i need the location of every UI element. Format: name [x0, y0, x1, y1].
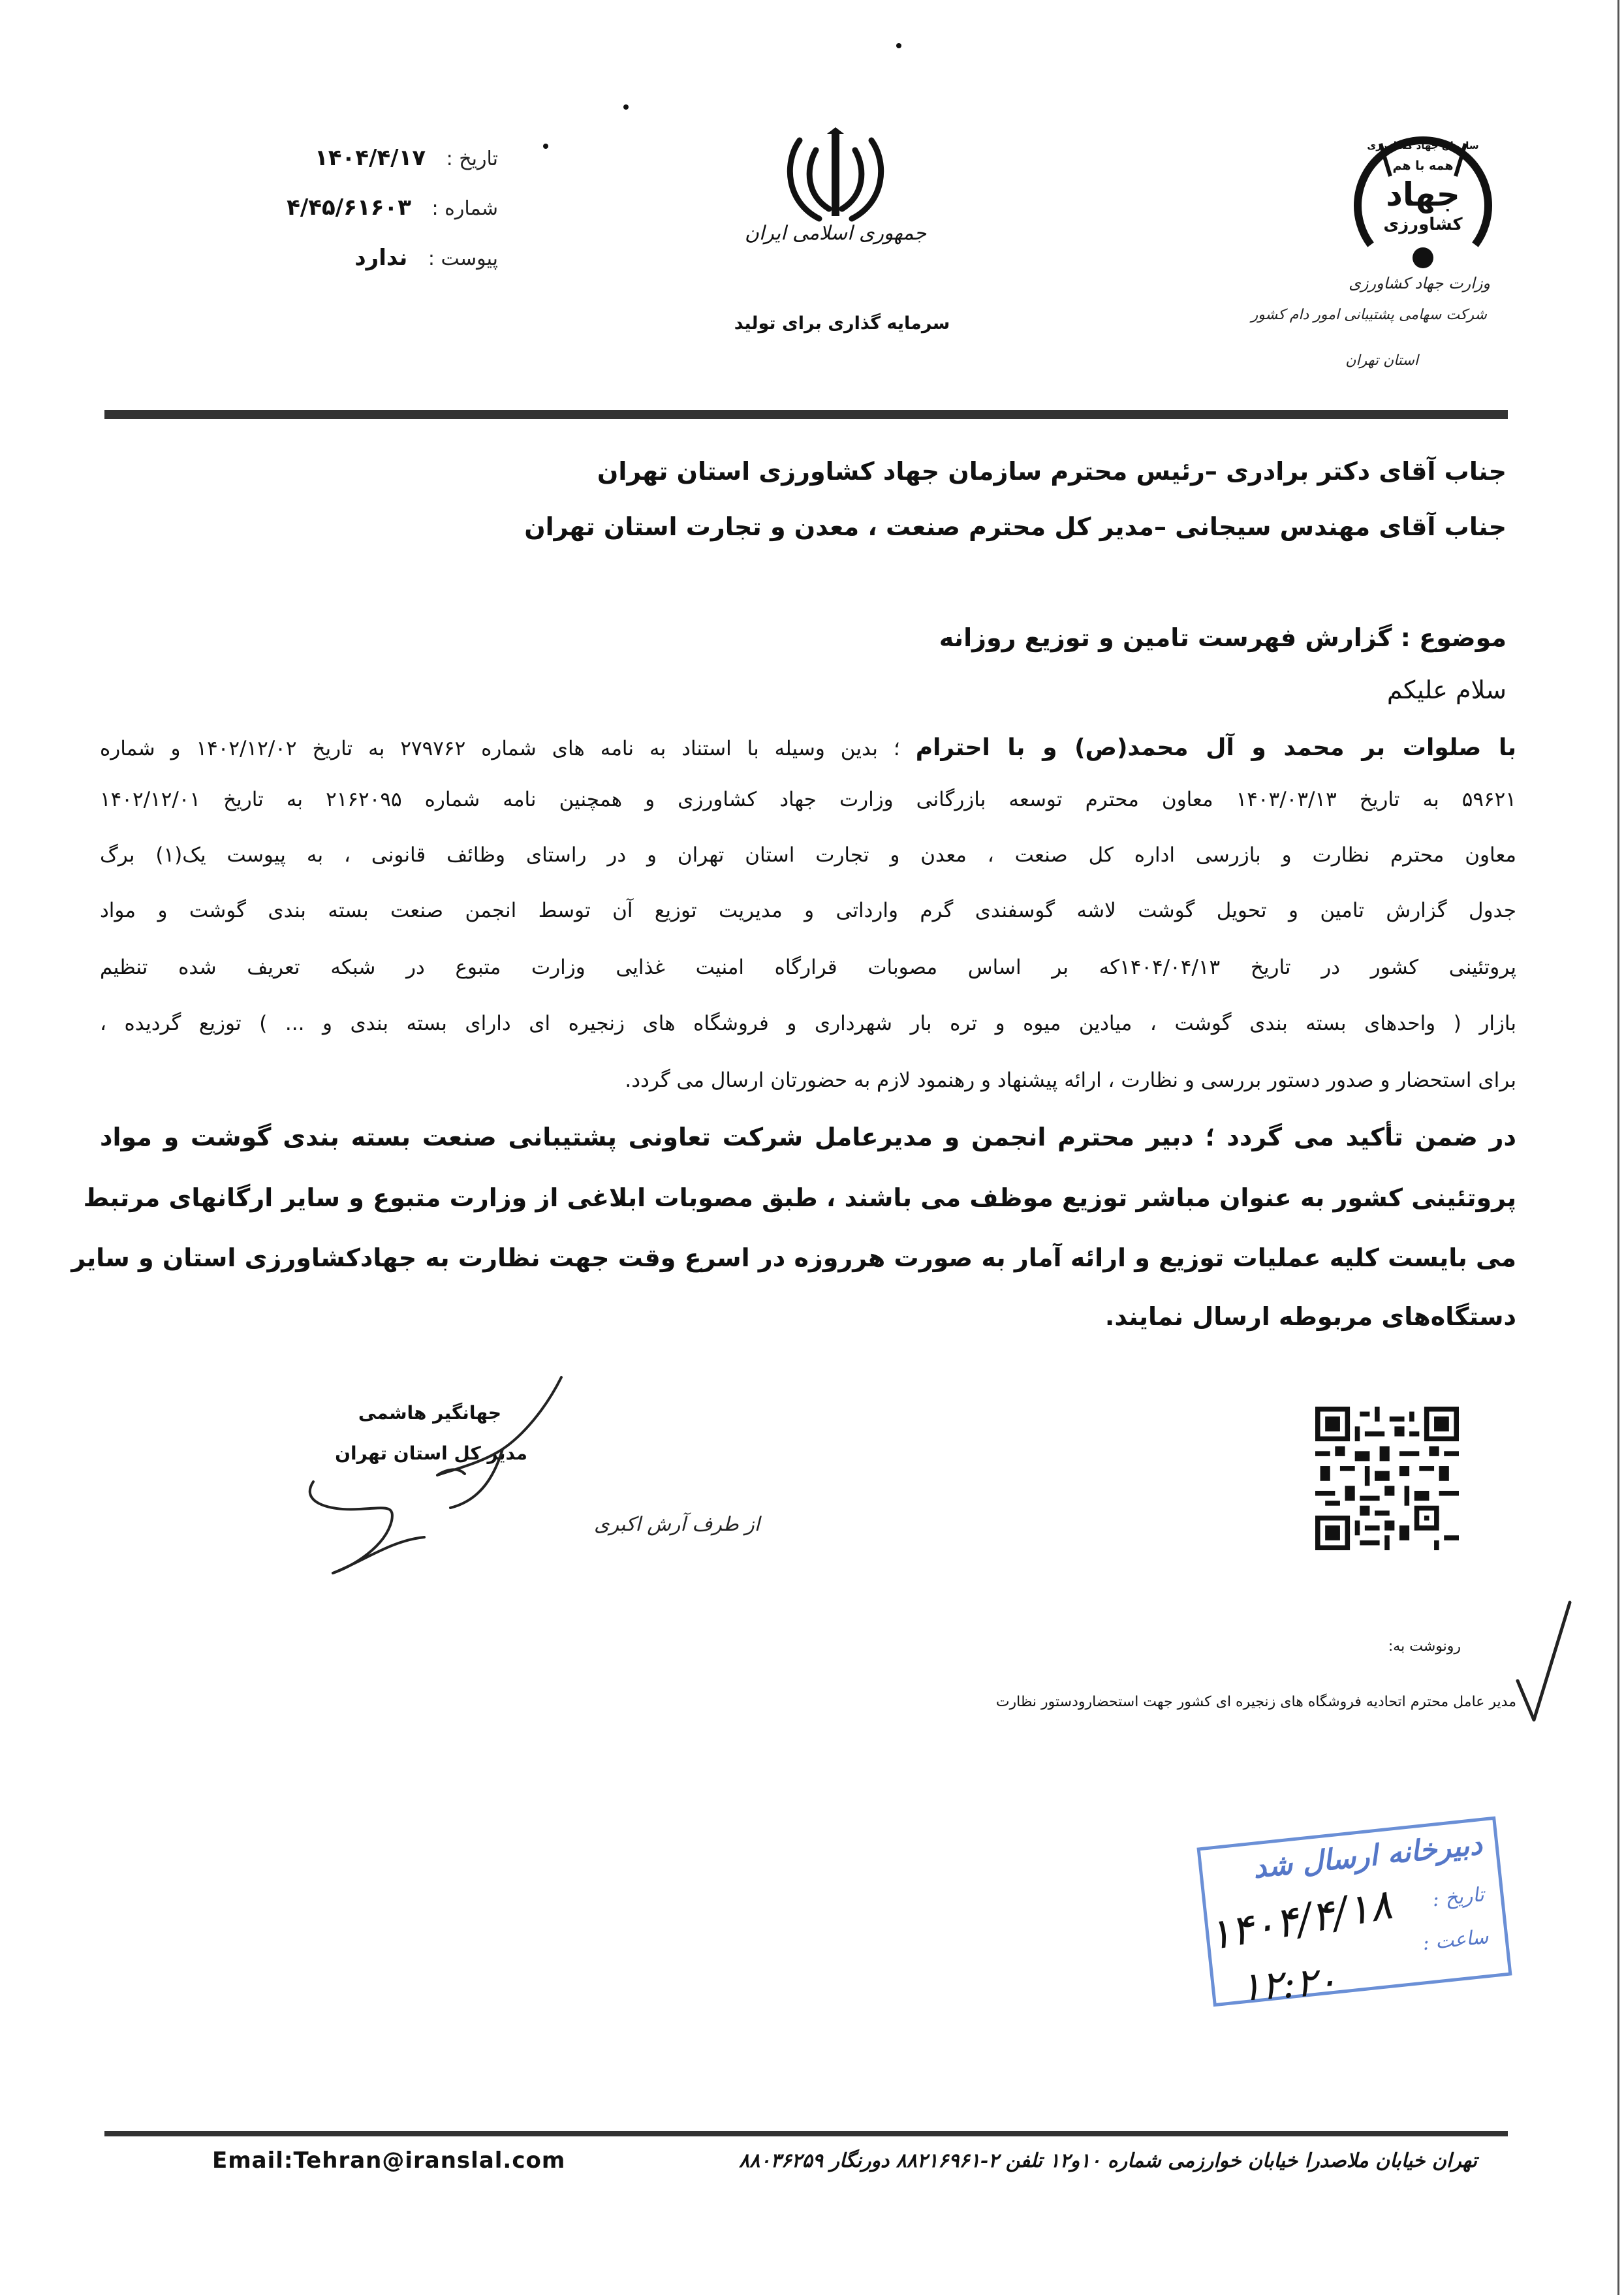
- footer-divider: [104, 2131, 1508, 2136]
- emphasis-line-2: پروتئینی کشور به عنوان مباشر توزیع موظف می باشند ، طبق مصوبات ابلاغی از وزارت متبوع و سایر ارگانهای مرتبط: [83, 1183, 1516, 1212]
- qr-code-icon: [1312, 1407, 1462, 1550]
- attachment-value: ندارد: [354, 245, 408, 271]
- footer-address: تهران خیابان ملاصدرا خیابان خوارزمی شماره ۱۰و۱۲ تلفن ۲-۸۸۲۱۶۹۶۱ دورنگار ۸۸۰۳۶۲۵۹: [739, 2149, 1477, 2172]
- org-line-company: شرکت سهامی پشتیبانی امور دام کشور: [1251, 307, 1487, 323]
- emblem-caption: جمهوری اسلامی ایران: [744, 222, 927, 245]
- body-line-5: پروتئینی کشور در تاریخ ۱۴۰۴/۰۴/۱۳که بر اساس مصوبات قرارگاه امنیت غذایی وزارت متبوع در شبکه تعریف شده تنظیم: [100, 956, 1516, 979]
- number-label: شماره :: [431, 197, 498, 220]
- body-line-7: برای استحضار و صدور دستور بررسی و نظارت ، ارائه پیشنهاد و رهنمود لازم به حضورتان ارسال می گردد.: [625, 1069, 1516, 1092]
- scan-speck: [623, 104, 629, 110]
- date-row: [315, 145, 498, 171]
- logo-arc-text: سازمان جهاد کشاورزی: [1367, 140, 1479, 151]
- attachment-label: پیوست :: [428, 247, 498, 270]
- recipient-2: جناب آقای مهندس سیجانی –مدیر کل محترم صنعت ، معدن و تجارت استان تهران: [524, 512, 1507, 541]
- body-line-2: ۵۹۶۲۱ به تاریخ ۱۴۰۳/۰۳/۱۳ معاون محترم توسعه بازرگانی وزارت جهاد کشاورزی و همچنین نامه شماره ۲۱۶۲۰۹۵ به تاریخ ۱۴۰۲/۱۲/۰۱: [100, 788, 1516, 811]
- number-value: ۴/۴۵/۶۱۶۰۳: [287, 195, 411, 221]
- emphasis-line-1: در ضمن تأکید می گردد ؛ دبیر محترم انجمن و مدیرعامل شرکت تعاونی پشتیبانی صنعت بسته بندی گوشت و مواد: [100, 1123, 1516, 1151]
- iran-emblem-icon: [780, 127, 891, 225]
- cc-label: رونوشت به:: [1388, 1638, 1461, 1655]
- emphasis-line-3: می بایست کلیه عملیات توزیع و ارائه آمار به صورت هرروزه در اسرع وقت جهت نظارت به جهادکشاورزی استان و سایر: [71, 1243, 1516, 1272]
- recipient-1: جناب آقای دکتر برادری –رئیس محترم سازمان جهاد کشاورزی استان تهران: [597, 457, 1507, 486]
- stamp-date-handwritten: ۱۴۰۴/۴/۱۸: [1204, 1880, 1396, 1961]
- greeting: سلام علیکم: [1386, 676, 1507, 704]
- handwritten-note: از طرف آرش اکبری: [594, 1513, 760, 1536]
- emphasis-line-4: دستگاه‌های مربوطه ارسال نمایند.: [1104, 1302, 1516, 1331]
- header-divider: [104, 410, 1508, 419]
- subject-line: موضوع : گزارش فهرست تامین و توزیع روزانه: [939, 623, 1507, 652]
- body-line-3: معاون محترم نظارت و بازرسی اداره کل صنعت ، معدن و تجارت استان تهران و در راستای وظائف قانونی ، به پیوست یک(۱) برگ: [100, 843, 1516, 867]
- scan-speck: [896, 43, 901, 48]
- footer-email: Email:Tehran@iranslal.com: [212, 2147, 566, 2174]
- stamp-time-label: ساعت :: [1421, 1925, 1490, 1956]
- stamp-heading: دبیرخانه ارسال شد: [1251, 1828, 1484, 1885]
- body-line-6: بازار ( واحدهای بسته بندی گوشت ، میادین میوه و تره بار شهرداری و فروشگاه های زنجیره ای دارای بسته بندی و ... ) توزیع گردیده ،: [100, 1012, 1516, 1035]
- signatory-title: مدیر کل استان تهران: [335, 1443, 527, 1464]
- signatory-name: جهانگیر هاشمی: [358, 1402, 501, 1424]
- date-label: تاریخ :: [446, 148, 498, 170]
- checkmark-icon: [1514, 1599, 1573, 1723]
- attachment-row: [354, 245, 498, 271]
- handwritten-signature-icon: [287, 1371, 760, 1586]
- logo-sub-text: کشاورزی: [1383, 215, 1463, 234]
- body-line-4: جدول گزارش تامین و تحویل گوشت لاشه گوسفندی گرم وارداتی و مدیریت توزیع آن توسط انجمن صنعت بسته بندی گوشت و مواد: [100, 899, 1516, 922]
- body-line-1: [100, 736, 1516, 760]
- number-row: [287, 195, 498, 221]
- stamp-date-label: تاریخ :: [1431, 1883, 1486, 1912]
- stamp-time-handwritten: ۱۲:۲۰: [1238, 1958, 1339, 2011]
- logo-top-text: همه با هم: [1392, 159, 1454, 173]
- body-line-1-rest: ؛ بدین وسیله با استناد به نامه های شماره ۲۷۹۷۶۲ به تاریخ ۱۴۰۲/۱۲/۰۲ و شماره: [100, 737, 900, 760]
- org-line-ministry: وزارت جهاد کشاورزی: [1349, 274, 1490, 292]
- scan-edge-line: [1617, 0, 1619, 2295]
- opening-salutation: با صلوات بر محمد و آل محمد(ص) و با احترام: [915, 734, 1517, 761]
- scan-speck: [543, 144, 548, 149]
- logo-main-text: جهاد: [1386, 176, 1460, 213]
- jahad-keshavarzi-logo-icon: [1345, 117, 1501, 274]
- slogan: سرمایه گذاری برای تولید: [734, 313, 950, 334]
- date-value: ۱۴۰۴/۴/۱۷: [315, 145, 426, 171]
- cc-item: مدیر عامل محترم اتحادیه فروشگاه های زنجیره ای کشور جهت استحضارودستور نظارت: [995, 1694, 1516, 1710]
- org-line-province: استان تهران: [1345, 352, 1418, 369]
